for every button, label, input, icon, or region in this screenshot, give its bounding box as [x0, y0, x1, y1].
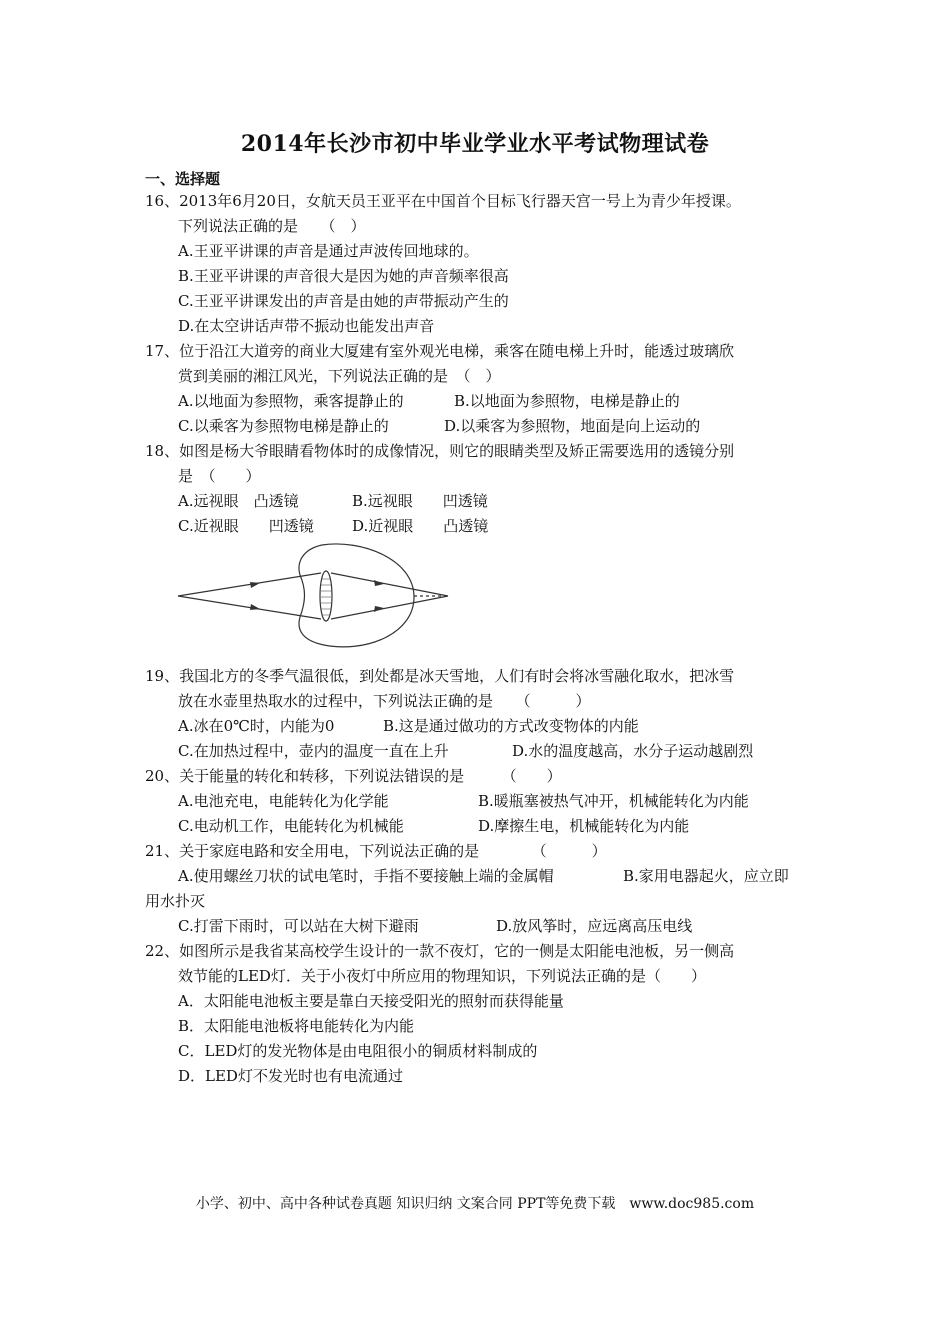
question-18-option-a: A.远视眼 凸透镜 [178, 492, 299, 510]
question-22-option-d: D．LED灯不发光时也有电流通过 [178, 1067, 403, 1085]
question-21-option-a: A.使用螺丝刀状的试电笔时，手指不要接触上端的金属帽 [178, 867, 554, 885]
question-22-option-b: B．太阳能电池板将电能转化为内能 [178, 1017, 415, 1035]
question-19-option-d: D.水的温度越高，水分子运动越剧烈 [512, 742, 754, 760]
question-17-option-b: B.以地面为参照物，电梯是静止的 [454, 392, 680, 410]
lens-shape [320, 571, 332, 621]
question-17-text-cont: 赏到美丽的湘江风光，下列说法正确的是 （ ） [178, 367, 501, 385]
question-20-option-c: C.电动机工作，电能转化为机械能 [178, 817, 404, 835]
light-ray-lower [178, 596, 321, 619]
refracted-ray-lower [331, 596, 448, 619]
page-title: 2014年长沙市初中毕业学业水平考试物理试卷 [240, 131, 710, 157]
question-16-option-b: B.王亚平讲课的声音很大是因为她的声音频率很高 [178, 267, 509, 285]
arrow-head-upper [250, 582, 260, 588]
question-19-option-a: A.冰在0℃时，内能为0 [178, 717, 335, 735]
section-heading: 一、选择题 [145, 170, 221, 188]
question-21-option-b-cont: 用水扑灭 [145, 892, 206, 910]
question-18-option-b: B.远视眼 凹透镜 [352, 492, 488, 510]
question-18-option-c: C.近视眼 凹透镜 [178, 517, 314, 535]
light-ray-upper [178, 573, 321, 596]
question-19-option-b: B.这是通过做功的方式改变物体的内能 [383, 717, 639, 735]
question-22-option-a: A．太阳能电池板主要是靠白天接受阳光的照射而获得能量 [178, 992, 564, 1010]
eyeball-outline [299, 544, 414, 647]
question-18-option-d: D.近视眼 凸透镜 [352, 517, 489, 535]
page-footer: 小学、初中、高中各种试卷真题 知识归纳 文案合同 PPT等免费下载 www.doc985.com [195, 1196, 755, 1212]
question-21-option-d: D.放风筝时，应远离高压电线 [496, 917, 693, 935]
question-16-text-cont: 下列说法正确的是 （ ） [178, 217, 366, 235]
question-18-text: 18、如图是杨大爷眼睛看物体时的成像情况，则它的眼睛类型及矫正需要选用的透镜分别 [145, 442, 735, 460]
question-21-option-b: B.家用电器起火，应立即 [623, 867, 789, 885]
question-19-text-cont: 放在水壶里热取水的过程中，下列说法正确的是 （ ） [178, 692, 591, 710]
question-17-option-c: C.以乘客为参照物电梯是静止的 [178, 417, 389, 435]
question-20-text: 20、关于能量的转化和转移，下列说法错误的是 （ ） [145, 767, 562, 785]
question-16-option-d: D.在太空讲话声带不振动也能发出声音 [178, 317, 435, 335]
arrow-head-lower [250, 604, 260, 610]
question-20-option-b: B.暖瓶塞被热气冲开，机械能转化为内能 [478, 792, 749, 810]
question-20-option-a: A.电池充电，电能转化为化学能 [178, 792, 389, 810]
question-19-text: 19、我国北方的冬季气温很低，到处都是冰天雪地，人们有时会将冰雪融化取水，把冰雪 [145, 667, 735, 685]
question-21-option-c: C.打雷下雨时，可以站在大树下避雨 [178, 917, 419, 935]
question-22-option-c: C．LED灯的发光物体是由电阻很小的铜质材料制成的 [178, 1042, 538, 1060]
question-22-text: 22、如图所示是我省某高校学生设计的一款不夜灯，它的一侧是太阳能电池板，另一侧高 [145, 942, 735, 960]
question-19-option-c: C.在加热过程中，壶内的温度一直在上升 [178, 742, 449, 760]
refracted-ray-upper [331, 573, 448, 596]
eye-diagram [176, 539, 452, 651]
question-16-option-a: A.王亚平讲课的声音是通过声波传回地球的。 [178, 242, 479, 260]
question-21-text: 21、关于家庭电路和安全用电，下列说法正确的是 （ ） [145, 842, 607, 860]
question-17-option-a: A.以地面为参照物，乘客提静止的 [178, 392, 404, 410]
question-18-text-cont: 是 （ ） [178, 467, 261, 485]
question-17-option-d: D.以乘客为参照物，地面是向上运动的 [444, 417, 701, 435]
question-17-text: 17、位于沿江大道旁的商业大厦建有室外观光电梯，乘客在随电梯上升时，能透过玻璃欣 [145, 342, 735, 360]
question-16-text: 16、2013年6月20日，女航天员王亚平在中国首个目标飞行器天宫一号上为青少年授课。 [145, 192, 741, 210]
question-20-option-d: D.摩擦生电，机械能转化为内能 [478, 817, 690, 835]
question-22-text-cont: 效节能的LED灯．关于小夜灯中所应用的物理知识，下列说法正确的是（ ） [178, 967, 706, 985]
question-16-option-c: C.王亚平讲课发出的声音是由她的声带振动产生的 [178, 292, 509, 310]
